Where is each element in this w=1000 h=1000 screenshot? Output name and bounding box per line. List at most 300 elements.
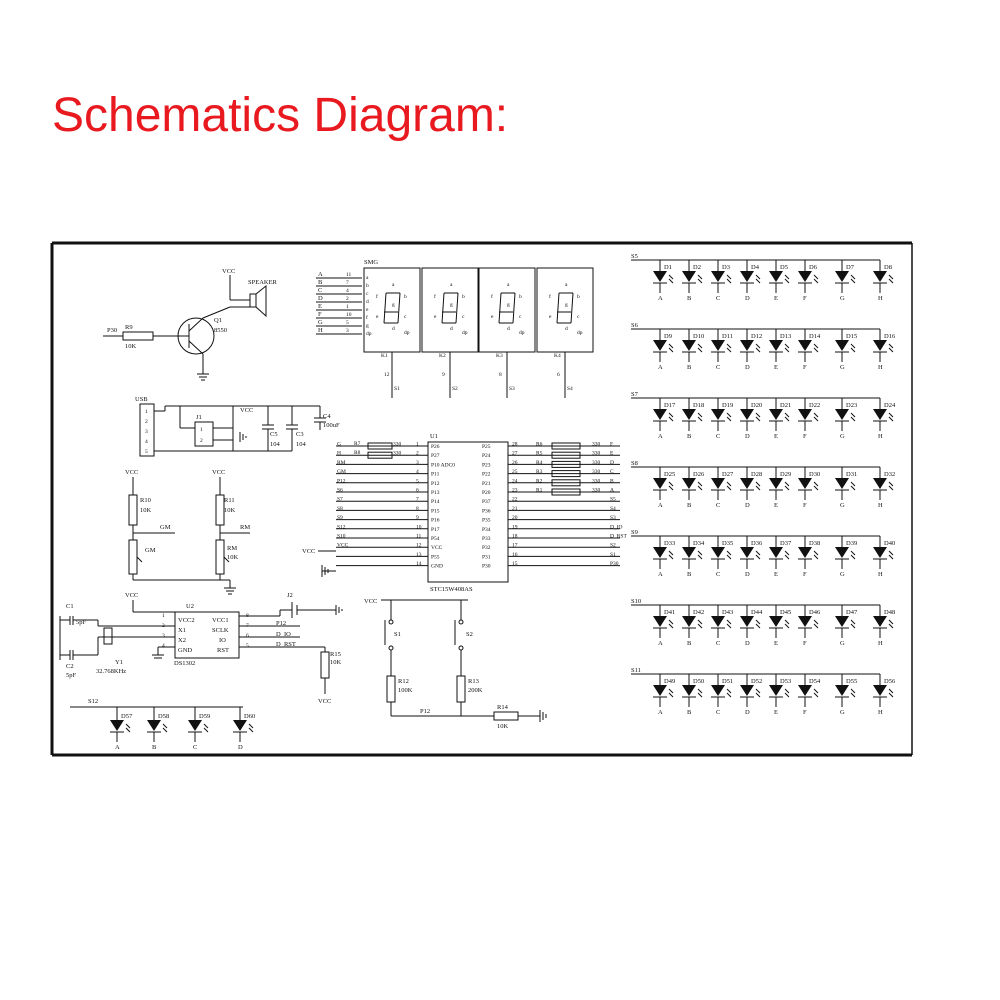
smg-digit-seg: e	[549, 314, 552, 320]
mcu-right-r-val: 330	[592, 478, 601, 485]
c3-label: C3	[296, 431, 304, 438]
led-letter: F	[803, 295, 807, 302]
rtc-net-drst: D_RST	[276, 641, 296, 648]
led-label: D35	[722, 540, 734, 547]
r15-value: 10K	[330, 659, 342, 666]
ds1302-pin: X1	[178, 627, 186, 634]
led-label: D16	[884, 333, 896, 340]
smg-digit-seg: b	[519, 294, 522, 300]
smg-digit-seg: g	[450, 302, 453, 308]
mcu-pin-name: P23	[482, 462, 491, 469]
c2-value: 5pF	[66, 672, 77, 679]
led	[835, 471, 857, 509]
ds1302-label: DS1302	[174, 660, 196, 667]
smg-digit-seg: c	[462, 314, 465, 320]
speaker-label: SPEAKER	[248, 279, 277, 286]
led-symbol	[769, 409, 783, 420]
r10-resistor	[129, 495, 137, 525]
smg-digit-seg: c	[404, 314, 407, 320]
mcu-pin-num: 28	[512, 441, 518, 448]
smg-k-num: 8	[499, 372, 502, 378]
smg-digit-seg: dp	[519, 330, 525, 336]
usb-vcc-label: VCC	[240, 407, 254, 414]
led-label: D39	[846, 540, 858, 547]
mcu-pin-name: P17	[431, 526, 440, 533]
led-letter: D	[745, 640, 750, 647]
led-symbol	[147, 720, 161, 731]
smg-seg-label: A	[318, 271, 323, 278]
led-symbol	[653, 685, 667, 696]
mcu-left-net: H	[337, 450, 341, 457]
seven-segment-display	[316, 259, 593, 398]
ds1302-pin-num: 8	[246, 613, 249, 619]
led-symbol	[798, 478, 812, 489]
smg-seg-label: D	[318, 295, 323, 302]
smg-label: SMG	[364, 259, 379, 266]
mcu-pin-num: 18	[512, 533, 518, 540]
led-letter: B	[152, 744, 157, 751]
mcu-pin-num: 16	[512, 551, 518, 558]
mcu-pin-num: 14	[416, 561, 422, 568]
y1-label: Y1	[115, 659, 123, 666]
led-label: D55	[846, 678, 858, 685]
led	[835, 333, 857, 371]
mcu-pin-num: 24	[512, 478, 518, 485]
led-symbol	[769, 685, 783, 696]
led-letter: D	[745, 295, 750, 302]
rtc-net-p12: P12	[276, 620, 287, 627]
led	[711, 264, 731, 302]
led-letter: H	[878, 709, 883, 716]
smg-seg-num: 4	[346, 288, 349, 294]
ds1302-pin-num: 5	[246, 643, 249, 649]
mcu-pin-num: 6	[416, 487, 419, 494]
led-label: D53	[780, 678, 792, 685]
mcu-left-net: S10	[337, 533, 346, 540]
led-symbol	[769, 271, 783, 282]
c5-value: 104	[270, 441, 280, 448]
led-label: D37	[780, 540, 792, 547]
smg-digit-seg: a	[565, 282, 568, 288]
smg-digit-seg: c	[519, 314, 522, 320]
led-symbol	[740, 616, 754, 627]
smg-k-label: K2	[439, 353, 446, 359]
pot-vcc-label: VCC	[125, 469, 139, 476]
smg-s-net: S4	[567, 386, 573, 392]
led-label: D32	[884, 471, 896, 478]
usb-pin: 1	[145, 409, 148, 415]
led-letter: G	[840, 571, 845, 578]
led-symbol	[711, 271, 725, 282]
diagram-title: Schematics Diagram:	[52, 89, 509, 142]
led-letter: F	[803, 502, 807, 509]
led-label: D4	[751, 264, 759, 271]
ds1302-pin: SCLK	[212, 627, 229, 634]
led-letter: H	[878, 640, 883, 647]
led	[835, 264, 855, 302]
q1-type: 8550	[214, 327, 227, 334]
led-letter: A	[115, 744, 120, 751]
led	[798, 333, 821, 371]
led-symbol	[769, 616, 783, 627]
smg-seg-label: E	[318, 303, 322, 310]
smg-k-num: 9	[442, 372, 445, 378]
led-label: D38	[809, 540, 821, 547]
mcu-right-net: S4	[610, 505, 616, 512]
smg-seg-num: 1	[346, 304, 349, 310]
led-label: D60	[244, 713, 256, 720]
ds1302-pin-num: 4	[162, 643, 165, 649]
led-letter: B	[687, 571, 692, 578]
smg-digit-seg: d	[565, 326, 568, 332]
led	[740, 333, 762, 371]
led-symbol	[653, 547, 667, 558]
mcu-left-r-val: 330	[393, 450, 402, 457]
mcu-right-net: B	[610, 478, 614, 485]
led-label: D20	[751, 402, 763, 409]
led-symbol	[873, 409, 887, 420]
led-label: D15	[846, 333, 858, 340]
mcu-pin-name: GND	[431, 563, 443, 570]
mcu-pin-name: P12	[431, 480, 440, 487]
led-symbol	[873, 478, 887, 489]
led	[740, 471, 762, 509]
led-symbol	[835, 409, 849, 420]
smg-k-num: 12	[384, 372, 390, 378]
mcu-pin-name: P25	[482, 444, 491, 450]
led-letter: G	[840, 364, 845, 371]
mcu-pin-name: P33	[482, 536, 491, 542]
led	[653, 540, 675, 578]
mcu-pin-name: P16	[431, 517, 440, 524]
mcu-pin-num: 13	[416, 551, 422, 558]
led	[740, 264, 760, 302]
led-symbol	[873, 685, 887, 696]
led-label: D48	[884, 609, 896, 616]
led-symbol	[711, 616, 725, 627]
led-letter: C	[716, 640, 721, 647]
led-label: D13	[780, 333, 792, 340]
smg-digit-seg: a	[392, 282, 395, 288]
led	[873, 609, 895, 647]
led-symbol	[740, 409, 754, 420]
led-symbol	[769, 547, 783, 558]
mcu-pin-name: P55	[431, 554, 440, 561]
c4-label: C4	[323, 413, 331, 420]
r14-value: 10K	[497, 723, 509, 730]
led	[798, 402, 820, 440]
j1-pin: 2	[200, 438, 203, 444]
mcu-pin-num: 27	[512, 450, 518, 457]
mcu-pin-num: 26	[512, 459, 518, 466]
smg-digit-box	[422, 268, 478, 352]
mcu-pin-num: 22	[512, 496, 518, 503]
mcu-circuit	[302, 433, 627, 593]
led	[711, 678, 733, 716]
led-row-net: S10	[631, 598, 642, 605]
mcu-pin-name: P31	[482, 554, 491, 561]
mcu-right-r-val: 330	[592, 487, 601, 494]
led	[147, 713, 169, 751]
mcu-right-r-label: R6	[536, 441, 543, 448]
mcu-pin-name: P14	[431, 499, 440, 506]
led	[798, 678, 821, 716]
led-symbol	[769, 478, 783, 489]
smg-digit-seg: f	[434, 294, 436, 300]
rm-value: 10K	[227, 554, 239, 561]
led-letter: G	[840, 295, 845, 302]
led-label: D30	[809, 471, 821, 478]
mcu-chip-label: STC15W408AS	[430, 586, 473, 593]
mcu-pin-num: 9	[416, 515, 419, 522]
led-label: D27	[722, 471, 734, 478]
mcu-pin-num: 19	[512, 524, 518, 531]
led-label: D43	[722, 609, 734, 616]
ds1302-pin: VCC2	[178, 617, 195, 624]
r15-vcc-label: VCC	[318, 698, 332, 705]
led-symbol	[682, 340, 696, 351]
led-symbol	[873, 340, 887, 351]
mcu-right-net: A	[610, 487, 614, 494]
led-letter: H	[878, 433, 883, 440]
led-symbol	[682, 685, 696, 696]
led-label: D51	[722, 678, 734, 685]
r10-value: 10K	[140, 507, 152, 514]
smg-seg-num: 10	[346, 312, 352, 318]
led-symbol	[653, 340, 667, 351]
led-letter: G	[840, 709, 845, 716]
led-symbol	[873, 616, 887, 627]
led-symbol	[873, 271, 887, 282]
smg-pin-name: dp	[366, 331, 372, 337]
y1-crystal	[104, 628, 112, 644]
led-letter: F	[803, 364, 807, 371]
led-symbol	[740, 685, 754, 696]
smg-digit-seg: a	[450, 282, 453, 288]
led-label: D2	[693, 264, 701, 271]
led-symbol	[711, 478, 725, 489]
mcu-pin-name: P35	[482, 517, 491, 524]
smg-digit-seg: d	[392, 326, 395, 332]
led-symbol	[740, 340, 754, 351]
mcu-right-net: S3	[610, 515, 616, 522]
led-symbol	[798, 340, 812, 351]
gm-label: GM	[145, 547, 156, 554]
smg-digit-seg: a	[507, 282, 510, 288]
r13-label: R13	[468, 678, 479, 685]
smg-pin-name: c	[366, 291, 369, 297]
led-letter: C	[716, 502, 721, 509]
usb-pin: 4	[145, 439, 148, 445]
smg-digit-seg: dp	[404, 330, 410, 336]
led-symbol	[835, 340, 849, 351]
smg-seg-num: 7	[346, 280, 349, 286]
led-letter: E	[774, 433, 778, 440]
s12-net-label: S12	[88, 698, 99, 705]
smg-digit-seg: g	[507, 302, 510, 308]
mcu-left-net: RM	[337, 459, 346, 466]
buzzer-circuit	[103, 268, 278, 380]
mcu-right-net: D_RST	[610, 533, 627, 540]
c2-label: C2	[66, 663, 74, 670]
r9-value: 10K	[125, 343, 137, 350]
led-row-net: S5	[631, 253, 638, 260]
led-row-net: S7	[631, 391, 638, 398]
led-letter: D	[745, 709, 750, 716]
led-symbol	[769, 340, 783, 351]
mcu-vcc-label: VCC	[302, 548, 316, 555]
led-letter: H	[878, 502, 883, 509]
mcu-pin-num: 8	[416, 505, 419, 512]
led	[711, 540, 733, 578]
led-label: D12	[751, 333, 763, 340]
led	[873, 333, 896, 371]
led-label: D23	[846, 402, 858, 409]
led-row-net: S6	[631, 322, 638, 329]
led	[873, 402, 896, 440]
j1-switch	[195, 422, 213, 446]
mcu-right-r-label: R2	[536, 478, 543, 485]
led-label: D46	[809, 609, 821, 616]
smg-pin-name: f	[366, 315, 368, 321]
led-label: D3	[722, 264, 730, 271]
rm-label: RM	[227, 545, 238, 552]
r10-label: R10	[140, 497, 151, 504]
rtc-circuit	[60, 592, 342, 705]
led	[682, 471, 705, 509]
led	[769, 264, 789, 302]
led	[682, 402, 704, 440]
c3-value: 104	[296, 441, 306, 448]
usb-power-circuit	[135, 396, 340, 456]
led-label: D17	[664, 402, 676, 409]
ds1302-pin-num: 2	[162, 623, 165, 629]
smg-s-net: S3	[509, 386, 515, 392]
led-letter: D	[745, 364, 750, 371]
mcu-left-net: S7	[337, 496, 343, 503]
smg-digit-seg: b	[577, 294, 580, 300]
led-row-net: S9	[631, 529, 638, 536]
mcu-pin-num: 4	[416, 469, 419, 476]
led-label: D50	[693, 678, 705, 685]
led-symbol	[740, 547, 754, 558]
led-label: D34	[693, 540, 705, 547]
smg-pin-name: e	[366, 307, 369, 313]
led-letter: B	[687, 640, 692, 647]
led-symbol	[653, 409, 667, 420]
mcu-right-net: P30	[610, 561, 619, 568]
led	[873, 678, 896, 716]
led-label: D14	[809, 333, 821, 340]
mcu-pin-name: P54	[431, 536, 440, 542]
led	[798, 609, 821, 647]
smg-digit-seg: f	[491, 294, 493, 300]
mcu-pin-num: 2	[416, 450, 419, 457]
c5-label: C5	[270, 431, 278, 438]
ds1302-pin: X2	[178, 637, 186, 644]
mcu-right-r-val: 330	[592, 459, 601, 466]
smg-seg-num: 3	[346, 328, 349, 334]
led-symbol	[835, 478, 849, 489]
mcu-right-net: E	[610, 450, 614, 457]
led	[873, 540, 895, 578]
led-row-net: S11	[631, 667, 641, 674]
smg-digit-seg: c	[577, 314, 580, 320]
smg-s-net: S1	[394, 386, 400, 392]
r9-resistor	[123, 332, 153, 340]
mcu-pin-name: P10 ADC0	[431, 462, 455, 469]
led-symbol	[798, 271, 812, 282]
led-label: D25	[664, 471, 676, 478]
r11-label: R11	[224, 497, 235, 504]
mcu-left-net: S12	[337, 524, 346, 531]
mcu-left-net: G	[337, 441, 341, 448]
led-letter: B	[687, 709, 692, 716]
smg-k-label: K1	[381, 353, 388, 359]
smg-digit-box	[364, 268, 420, 352]
smg-digit-seg: e	[434, 314, 437, 320]
btn-net-label: P12	[420, 708, 431, 715]
mcu-pin-num: 7	[416, 496, 419, 503]
r14-label: R14	[497, 704, 508, 711]
mcu-right-r-label: R4	[536, 459, 543, 466]
y1-freq: 32.768KHz	[96, 668, 127, 675]
mcu-pin-name: P11	[431, 471, 440, 478]
smg-pin-name: b	[366, 283, 369, 289]
r12-resistor	[387, 676, 395, 702]
led	[682, 678, 704, 716]
led-letter: H	[878, 571, 883, 578]
led-symbol	[233, 720, 247, 731]
led	[653, 264, 673, 302]
led	[835, 609, 858, 647]
smg-digit-seg: g	[565, 302, 568, 308]
u2-label: U2	[186, 603, 194, 610]
usb-pin: 3	[145, 429, 148, 435]
led-symbol	[682, 409, 696, 420]
mcu-right-net: D	[610, 459, 614, 466]
led-letter: D	[745, 433, 750, 440]
mcu-pin-num: 5	[416, 478, 419, 485]
led	[653, 333, 673, 371]
mcu-left-r-label: R7	[354, 441, 361, 447]
mcu-pin-name: P13	[431, 490, 440, 496]
led-label: D11	[722, 333, 733, 340]
led-label: D42	[693, 609, 705, 616]
led-letter: A	[658, 640, 663, 647]
led	[653, 402, 676, 440]
smg-pin-name: d	[366, 299, 369, 305]
mcu-pin-num: 23	[512, 487, 518, 494]
j1-pin: 1	[200, 427, 203, 433]
led-symbol	[682, 616, 696, 627]
smg-digit-seg: dp	[577, 330, 583, 336]
led-symbol	[682, 271, 696, 282]
led	[740, 540, 763, 578]
r12-label: R12	[398, 678, 409, 685]
led	[233, 713, 255, 751]
mcu-left-r-val: 330	[393, 441, 402, 448]
mcu-left-net: S6	[337, 487, 343, 494]
led-letter: C	[716, 571, 721, 578]
led	[769, 333, 791, 371]
led-symbol	[798, 685, 812, 696]
led-symbol	[653, 616, 667, 627]
smg-digit-seg: b	[404, 294, 407, 300]
led-label: D5	[780, 264, 788, 271]
led	[835, 678, 857, 716]
led-symbol	[798, 547, 812, 558]
